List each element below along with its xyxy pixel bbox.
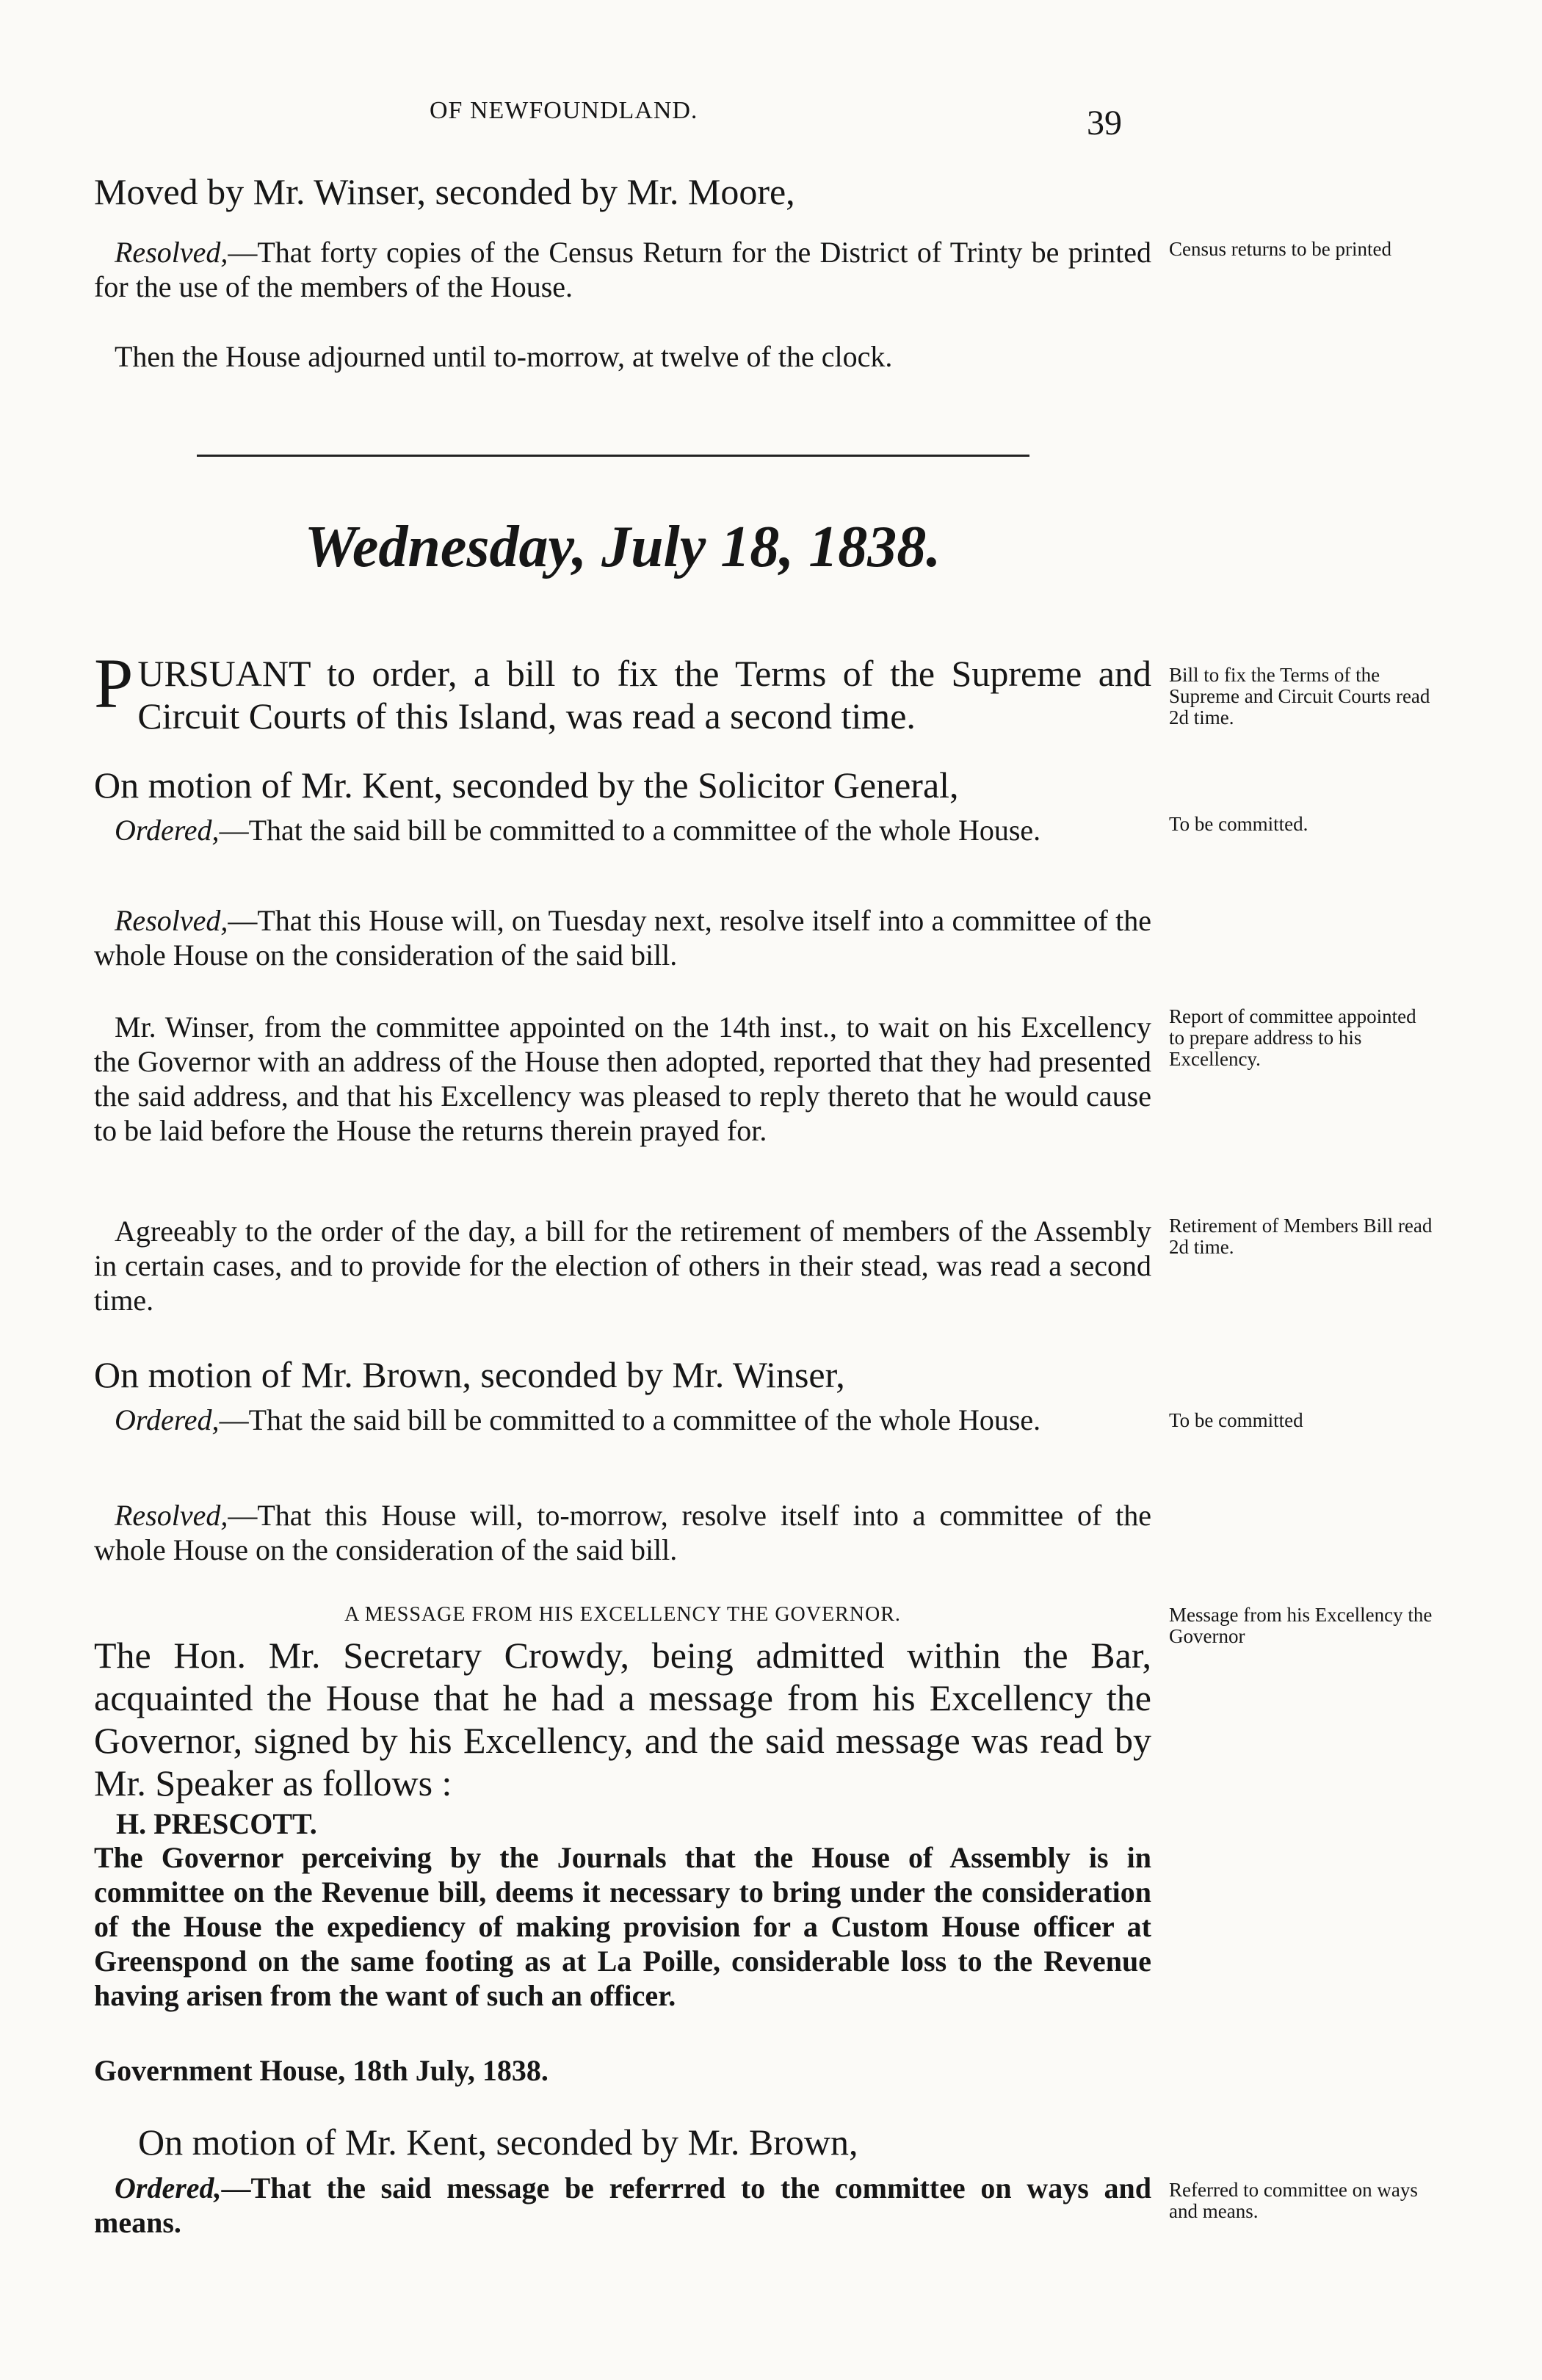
bill2-motion: On motion of Mr. Brown, seconded by Mr. Winser, (94, 1354, 845, 1395)
resolved-label: Resolved, (115, 236, 228, 269)
margin-note-message: Message from his Excellency the Governor (1169, 1604, 1433, 1647)
resolved-text: —That this House will, on Tuesday next, resolve itself into a committee of the whole House on the consideration of the said bill. (94, 904, 1151, 972)
bill1-resolved (94, 903, 1151, 972)
page-number: 39 (1087, 104, 1122, 142)
final-ordered (94, 2171, 1151, 2240)
bill2-ordered (94, 1403, 1151, 1437)
resolved-text: —That forty copies of the Census Return for the District of Trinty be printed for the use of the members of the House. (94, 236, 1151, 303)
ordered-label: Ordered, (115, 2171, 222, 2204)
margin-note-to-be-committed: To be committed. (1169, 813, 1308, 835)
date-rest: 18, 1838. (720, 515, 941, 579)
margin-note-ways-means: Referred to committee on ways and means. (1169, 2179, 1418, 2222)
message-body: The Governor perceiving by the Journals that the House of Assembly is in committee on the Revenue bill, deems it necessary to bring under the consideration of the House the expediency of making provision for a Custom House officer at Greenspond on the same footing as at La Poille, considerable loss to the Revenue having arisen from the want of such an officer. (94, 1841, 1151, 2012)
margin-note-to-be-committed-2: To be committed (1169, 1409, 1303, 1431)
resolved-census (94, 235, 1151, 304)
message-intro: The Hon. Mr. Secretary Crowdy, being admitted within the Bar, acquainted the House that he had a message from his Excellency the Governor, signed by his Excellency, and the said message was read by Mr. Speaker as follows : (94, 1635, 1151, 1804)
resolved-label: Resolved, (115, 904, 228, 937)
ordered-text: —That the said message be referrred to the committee on ways and means. (94, 2171, 1151, 2239)
margin-note-bill1: Bill to fix the Terms of the Supreme and Circuit Courts read 2d time. (1169, 664, 1430, 728)
bill1-paragraph (94, 644, 1151, 737)
bill1-text: URSUANT to order, a bill to fix the Terms of the Supreme and Circuit Courts of this Island, was read a second time. (137, 653, 1151, 737)
running-title: OF NEWFOUNDLAND. (430, 97, 698, 124)
bill1-ordered (94, 813, 1151, 847)
resolved-text: —That this House will, to-morrow, resolve itself into a committee of the whole House on the consideration of the said bill. (94, 1499, 1151, 1566)
ordered-text: —That the said bill be committed to a committee of the whole House. (219, 814, 1041, 847)
ordered-text: —That the said bill be committed to a committee of the whole House. (219, 1403, 1041, 1436)
message-signature: H. PRESCOTT. (116, 1807, 317, 1840)
ordered-label: Ordered, (115, 814, 220, 847)
margin-note-bill2: Retirement of Members Bill read 2d time. (1169, 1215, 1433, 1258)
adjourn-line: Then the House adjourned until to-morrow, at twelve of the clock. (115, 340, 893, 373)
report-paragraph: Mr. Winser, from the committee appointed on the 14th inst., to wait on his Excellency the Governor with an address of the House then adopted, reported that they had presented the said address, and that his Excellency was pleased to reply thereto that he would cause to be laid before the House the returns therein prayed for. (94, 1010, 1151, 1147)
bill2-paragraph: Agreeably to the order of the day, a bill for the retirement of members of the Assembly in certain cases, and to provide for the election of others in their stead, was read a second time. (94, 1215, 1151, 1317)
date-heading (94, 514, 1151, 581)
final-motion: On motion of Mr. Kent, seconded by Mr. Brown, (138, 2122, 858, 2163)
moved-line: Moved by Mr. Winser, seconded by Mr. Moore, (94, 171, 795, 212)
ordered-label: Ordered, (115, 1403, 220, 1436)
message-heading: A MESSAGE FROM HIS EXCELLENCY THE GOVERNOR. (344, 1603, 901, 1626)
bill1-motion: On motion of Mr. Kent, seconded by the Solicitor General, (94, 764, 959, 806)
drop-cap: P (94, 644, 134, 723)
bill2-resolved (94, 1498, 1151, 1567)
margin-note-report: Report of committee appointed to prepare address to his Excellency. (1169, 1005, 1416, 1070)
margin-note-census: Census returns to be printed (1169, 238, 1391, 260)
resolved-label: Resolved, (115, 1499, 228, 1532)
message-dateline: Government House, 18th July, 1838. (94, 2054, 549, 2087)
date-month: July (601, 515, 706, 579)
date-weekday: Wednesday, (304, 515, 587, 579)
section-divider (197, 455, 1029, 457)
